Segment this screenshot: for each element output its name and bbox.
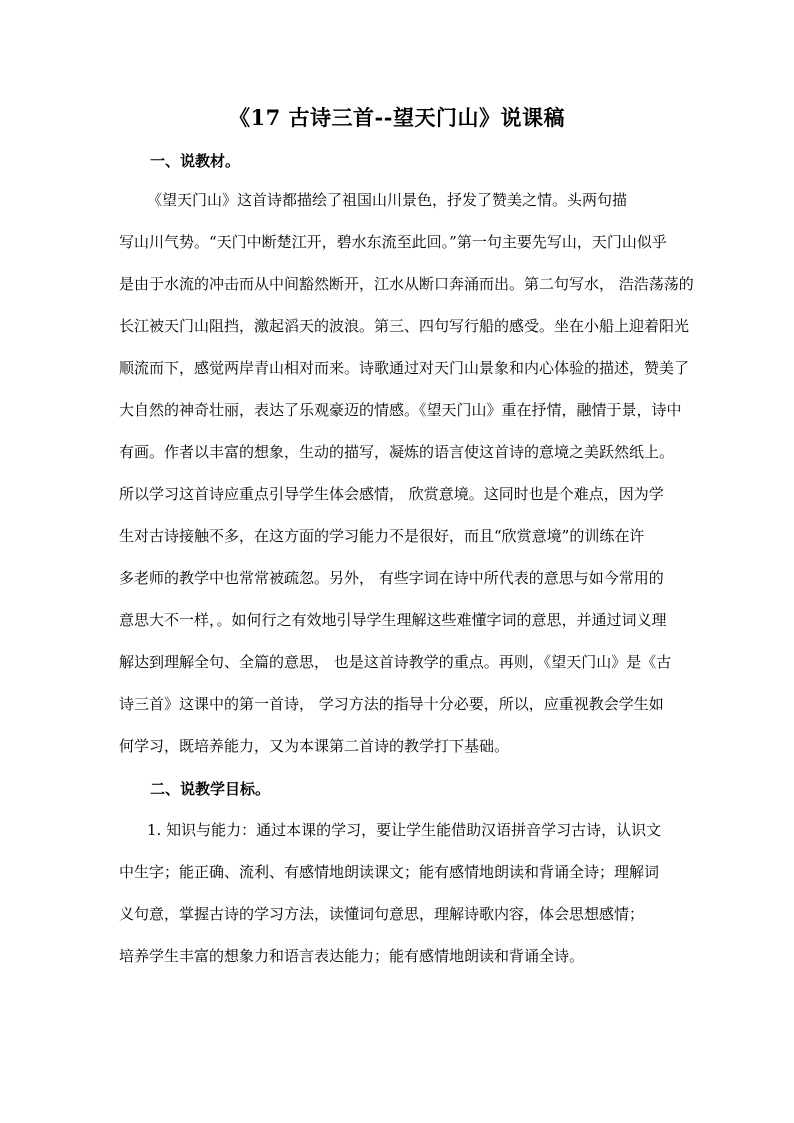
section-heading-teaching-material: 一、说教材。 [150, 152, 241, 170]
paragraph-line: 生对古诗接触不多，在这方面的学习能力不是很好，而且“欣赏意境”的训练在许 [119, 527, 645, 545]
paragraph-line: 多老师的教学中也常常被疏忽。另外， 有些字词在诗中所代表的意思与如今常用的 [119, 569, 664, 587]
paragraph-line: 有画。作者以丰富的想象，生动的描写，凝炼的语言使这首诗的意境之美跃然纸上。 [119, 443, 675, 461]
section-heading-teaching-goals: 二、说教学目标。 [150, 780, 271, 798]
paragraph-line: 解达到理解全句、全篇的意思， 也是这首诗教学的重点。再则，《望天门山》是《古 [119, 653, 672, 671]
paragraph-line: 顺流而下，感觉两岸青山相对而来。诗歌通过对天门山景象和内心体验的描述，赞美了 [119, 359, 690, 377]
paragraph-line: 意思大不一样，。如何行之有效地引导学生理解这些难懂字词的意思，并通过词义理 [119, 611, 667, 629]
paragraph-line: 何学习，既培养能力，又为本课第二首诗的教学打下基础。 [119, 737, 510, 755]
paragraph-line: 是由于水流的冲击而从中间豁然断开，江水从断口奔涌而出。第二句写水， 浩浩荡荡的 [119, 275, 694, 293]
paragraph-line: 《望天门山》这首诗都描绘了祖国山川景色，抒发了赞美之情。头两句描 [147, 191, 628, 209]
paragraph-line: 中生字；能正确、流利、有感情地朗读课文；能有感情地朗读和背诵全诗；理解词 [119, 863, 660, 881]
document-title: 《17 古诗三首--望天门山》说课稿 [229, 105, 565, 130]
paragraph-line: 所以学习这首诗应重点引导学生体会感情， 欣赏意境。这同时也是个难点，因为学 [119, 485, 664, 503]
paragraph-line: 长江被天门山阻挡，激起滔天的波浪。第三、四句写行船的感受。坐在小船上迎着阳光 [119, 317, 690, 335]
paragraph-line: 培养学生丰富的想象力和语言表达能力；能有感情地朗读和背诵全诗。 [119, 947, 585, 965]
paragraph-line: 义句意，掌握古诗的学习方法，读懂词句意思，理解诗歌内容，体会思想感情； [119, 905, 645, 923]
paragraph-line: 写山川气势。“天门中断楚江开，碧水东流至此回。”第一句主要先写山，天门山似乎 [119, 233, 667, 251]
paragraph-line: 大自然的神奇壮丽，表达了乐观豪迈的情感。《望天门山》重在抒情，融情于景，诗中 [119, 401, 682, 419]
paragraph-line: 诗三首》这课中的第一首诗， 学习方法的指导十分必要，所以，应重视教会学生如 [119, 695, 664, 713]
paragraph-line: 1. 知识与能力：通过本课的学习，要让学生能借助汉语拼音学习古诗，认识文 [147, 821, 662, 839]
